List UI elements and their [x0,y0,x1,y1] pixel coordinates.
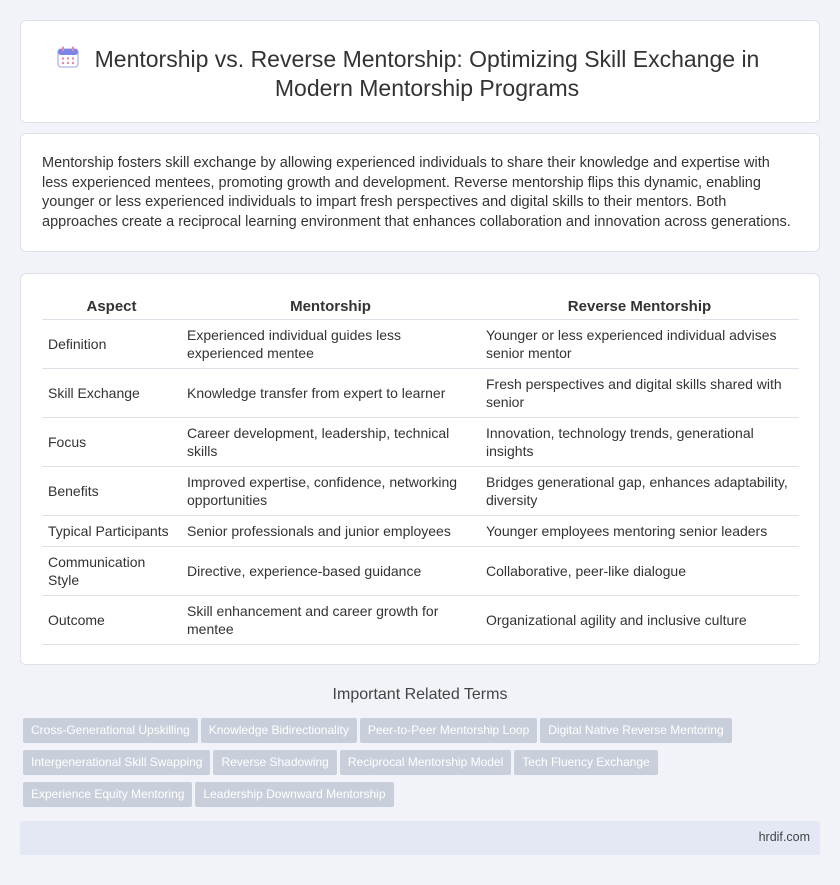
row-mentorship: Improved expertise, confidence, networking opportunities [181,466,480,515]
row-mentorship: Skill enhancement and career growth for mentee [181,595,480,644]
related-term-tag[interactable]: Cross-Generational Upskilling [23,718,198,743]
title-card [20,20,820,123]
related-term-tag[interactable]: Reverse Shadowing [213,750,336,775]
row-reverse-mentorship: Younger employees mentoring senior leaders [480,515,799,546]
footer [20,821,820,855]
row-mentorship: Career development, leadership, technical skills [181,417,480,466]
row-reverse-mentorship: Fresh perspectives and digital skills shared with senior [480,368,799,417]
related-term-tag[interactable]: Tech Fluency Exchange [514,750,657,775]
table-row [42,417,799,466]
intro-card [20,133,820,252]
comparison-table [42,295,799,645]
row-aspect: Communication Style [42,546,181,595]
row-mentorship: Knowledge transfer from expert to learner [181,368,480,417]
related-term-tag[interactable]: Leadership Downward Mentorship [195,782,393,807]
row-aspect: Typical Participants [42,515,181,546]
table-row [42,466,799,515]
row-aspect: Focus [42,417,181,466]
intro-paragraph: Mentorship fosters skill exchange by allowing experienced individuals to share their knowledge and expertise with less experienced mentees, promoting growth and development. Reverse mentorship flips this dynamic, enabling younger or less experienced individuals to impart fresh perspectives and digital skills to their mentors. Both approaches create a reciprocal learning environment that enhances collaboration and innovation across generations. [42,155,791,230]
related-term-tag[interactable]: Reciprocal Mentorship Model [340,750,511,775]
related-terms-heading: Important Related Terms [332,686,508,703]
row-reverse-mentorship: Innovation, technology trends, generational insights [480,417,799,466]
related-term-tag[interactable]: Digital Native Reverse Mentoring [540,718,731,743]
page-title: Mentorship vs. Reverse Mentorship: Optimizing Skill Exchange in Modern Mentorship Programs [94,46,760,101]
table-row [42,546,799,595]
row-aspect: Skill Exchange [42,368,181,417]
table-row [42,319,799,368]
row-aspect: Definition [42,319,181,368]
row-reverse-mentorship: Collaborative, peer-like dialogue [480,546,799,595]
row-mentorship: Directive, experience-based guidance [181,546,480,595]
header-aspect: Aspect [42,295,181,319]
row-aspect: Outcome [42,595,181,644]
row-aspect: Benefits [42,466,181,515]
table-row [42,515,799,546]
table-row [42,595,799,644]
row-mentorship: Senior professionals and junior employees [181,515,480,546]
related-terms-list [23,718,803,814]
table-header-row [42,295,799,319]
table-row [42,368,799,417]
header-mentorship: Mentorship [181,295,480,319]
related-term-tag[interactable]: Experience Equity Mentoring [23,782,192,807]
comparison-card [20,273,820,665]
row-mentorship: Experienced individual guides less experienced mentee [181,319,480,368]
row-reverse-mentorship: Bridges generational gap, enhances adaptability, diversity [480,466,799,515]
related-term-tag[interactable]: Peer-to-Peer Mentorship Loop [360,718,537,743]
footer-site-link[interactable]: hrdif.com [758,830,810,844]
related-term-tag[interactable]: Knowledge Bidirectionality [201,718,357,743]
row-reverse-mentorship: Younger or less experienced individual advises senior mentor [480,319,799,368]
related-term-tag[interactable]: Intergenerational Skill Swapping [23,750,210,775]
row-reverse-mentorship: Organizational agility and inclusive culture [480,595,799,644]
header-reverse-mentorship: Reverse Mentorship [480,295,799,319]
